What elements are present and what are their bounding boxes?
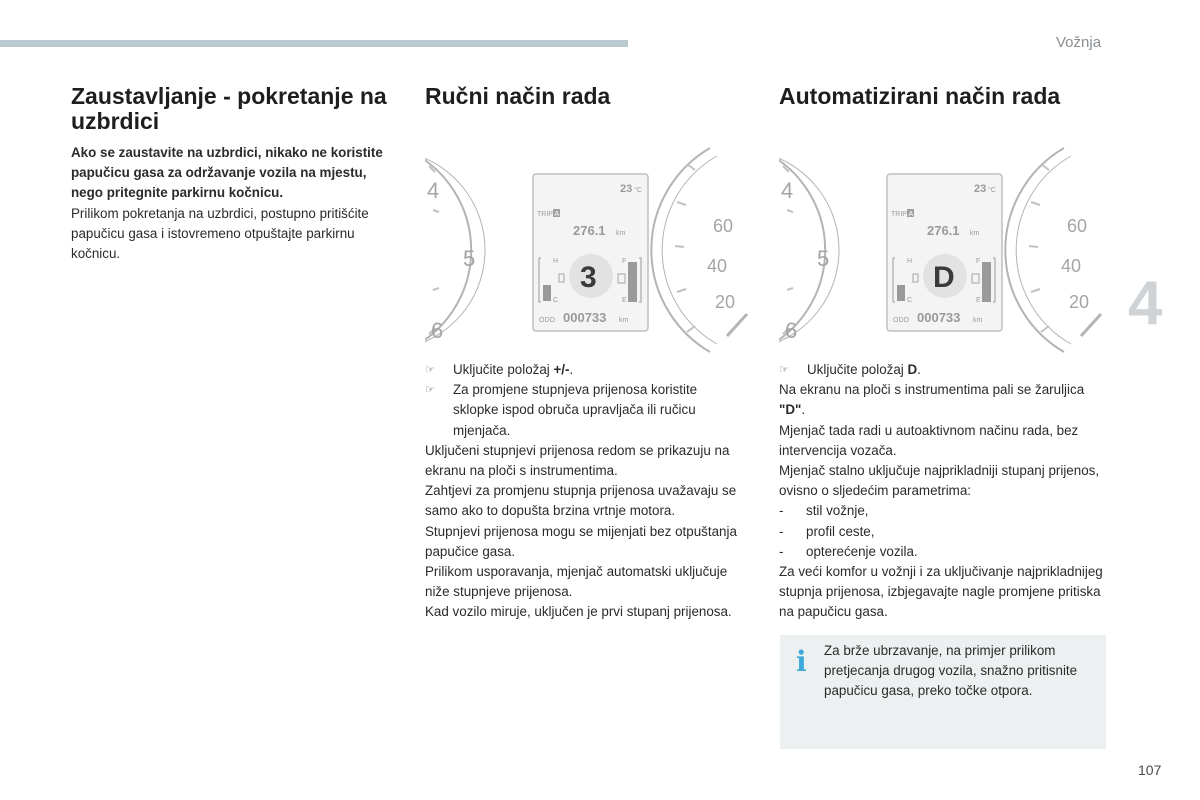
title-hill-start: Zaustavljanje - pokretanje na uzbrdici bbox=[71, 83, 387, 134]
dash-marker: - bbox=[779, 503, 784, 519]
fuel-gauge-f: F bbox=[976, 258, 981, 265]
instrument-cluster-automatic bbox=[779, 146, 1106, 354]
fuel-gauge-f: F bbox=[622, 258, 627, 265]
odometer-value: 000733 bbox=[563, 310, 607, 325]
gear-indicator: 3 bbox=[580, 261, 597, 294]
section-name: Vožnja bbox=[1056, 34, 1102, 51]
paragraph: Uključeni stupnjevi prijenosa redom se prikazuju na ekranu na ploči s instrumentima. bbox=[425, 442, 730, 479]
page-number: 107 bbox=[1138, 762, 1162, 778]
speed-tick-label: 60 bbox=[1067, 216, 1088, 236]
paragraph bbox=[779, 380, 1107, 420]
speed-tick-label: 60 bbox=[713, 216, 734, 236]
info-icon: i bbox=[796, 645, 807, 678]
bullet-text-prefix: Uključite položaj bbox=[807, 362, 908, 377]
pointer-icon: ☞ bbox=[425, 384, 435, 397]
dash-marker: - bbox=[779, 543, 784, 559]
column-hill-start bbox=[71, 143, 391, 264]
list-item bbox=[425, 380, 745, 441]
temperature-value: 23 bbox=[620, 183, 633, 195]
bullet-text bbox=[807, 360, 921, 380]
trip-letter: A bbox=[554, 211, 560, 218]
bullet-text-prefix: Uključite položaj bbox=[453, 362, 554, 377]
temperature-value: 23 bbox=[974, 183, 987, 195]
temp-gauge-c: C bbox=[907, 297, 913, 304]
temp-gauge-bar bbox=[543, 285, 551, 301]
fuel-gauge-e: E bbox=[976, 297, 981, 304]
temp-gauge-bar bbox=[897, 285, 905, 301]
temp-gauge-h: H bbox=[553, 258, 559, 265]
bullet-text-suffix: . bbox=[917, 362, 921, 377]
instrument-cluster-manual bbox=[425, 146, 752, 354]
chapter-number: 4 bbox=[1128, 269, 1163, 338]
rpm-tick-label: 4 bbox=[781, 178, 794, 203]
bullet-text bbox=[453, 360, 573, 380]
temperature-unit: °C bbox=[634, 187, 642, 194]
bullet-text-emphasis: +/- bbox=[553, 362, 570, 377]
rpm-tick-label: 4 bbox=[427, 178, 440, 203]
trip-letter: A bbox=[908, 211, 914, 218]
paragraph: Za veći komfor u vožnji i za uključivanje najprikladnijeg stupnja prijenosa, izbjegavajte nagle promjene pritiska na papučicu gasa. bbox=[779, 564, 1103, 620]
rpm-tick-label: 5 bbox=[817, 246, 830, 271]
cluster-illustration-manual bbox=[425, 146, 752, 354]
paragraph-prefix: Na ekranu na ploči s instrumentima pali se žaruljica bbox=[779, 382, 1085, 398]
odometer-unit: km bbox=[619, 317, 629, 324]
column-manual-mode bbox=[425, 360, 745, 623]
paragraph: Kad vozilo miruje, uključen je prvi stupanj prijenosa. bbox=[425, 604, 732, 620]
title-manual-mode: Ručni način rada bbox=[425, 83, 611, 109]
info-text: Za brže ubrzavanje, na primjer prilikom pretjecanja drugog vozila, snažno pritisnite papučicu gasa, preko točke otpora. bbox=[824, 643, 1078, 699]
speed-tick-label: 20 bbox=[1069, 292, 1090, 312]
dash-text: profil ceste, bbox=[806, 523, 875, 539]
odometer-label: ODO bbox=[539, 317, 555, 324]
hill-start-text: Prilikom pokretanja na uzbrdici, postupno pritišćite papučicu gasa i istovremeno otpuštajte parkirnu kočnicu. bbox=[71, 205, 369, 262]
fuel-gauge-bar bbox=[628, 262, 637, 302]
hill-warning-text: Ako se zaustavite na uzbrdici, nikako ne koristite papučicu gasa za održavanje vozila na mjestu, nego pritegnite parkirnu kočnicu. bbox=[71, 145, 383, 201]
fuel-gauge-e: E bbox=[622, 297, 627, 304]
bullet-text-emphasis: D bbox=[907, 362, 918, 377]
trip-value: 276.1 bbox=[927, 223, 960, 238]
paragraph: Mjenjač stalno uključuje najprikladniji stupanj prijenos, ovisno o sljedećim parametrima: bbox=[779, 463, 1100, 499]
trip-label: TRIP bbox=[891, 211, 907, 218]
dash-text: stil vožnje, bbox=[806, 503, 869, 519]
cluster-screen bbox=[533, 174, 648, 331]
trip-label: TRIP bbox=[537, 211, 553, 218]
trip-unit: km bbox=[616, 230, 626, 237]
gear-indicator: D bbox=[933, 261, 955, 294]
temp-gauge-c: C bbox=[553, 297, 559, 304]
list-item bbox=[425, 360, 745, 380]
info-box bbox=[780, 635, 1106, 749]
speed-tick-label: 20 bbox=[715, 292, 736, 312]
dash-marker: - bbox=[779, 523, 784, 539]
dash-text: opterećenje vozila. bbox=[806, 543, 918, 559]
fuel-gauge-bar bbox=[982, 262, 991, 302]
temperature-unit: °C bbox=[988, 187, 996, 194]
bullet-text: Za promjene stupnjeva prijenosa koristite sklopke ispod obruča upravljača ili ručicu mjenjača. bbox=[453, 382, 698, 438]
paragraph-emphasis: "D" bbox=[779, 402, 802, 418]
temp-gauge-h: H bbox=[907, 258, 913, 265]
list-item bbox=[779, 522, 1107, 542]
pointer-icon: ☞ bbox=[779, 364, 789, 376]
header-bar bbox=[0, 40, 628, 47]
speed-tick-label: 40 bbox=[1061, 256, 1082, 276]
odometer-label: ODO bbox=[893, 317, 909, 324]
paragraph: Stupnjevi prijenosa mogu se mijenjati bez otpuštanja papučice gasa. bbox=[425, 523, 737, 559]
title-automatic-mode: Automatizirani način rada bbox=[779, 83, 1061, 109]
cluster-screen bbox=[887, 174, 1002, 331]
rpm-tick-label: 6 bbox=[431, 318, 444, 343]
speed-tick-label: 40 bbox=[707, 256, 728, 276]
paragraph-suffix: . bbox=[801, 402, 806, 418]
trip-value: 276.1 bbox=[573, 223, 606, 238]
rpm-tick-label: 6 bbox=[785, 318, 798, 343]
pointer-icon: ☞ bbox=[425, 364, 435, 376]
list-item bbox=[779, 501, 1107, 521]
list-item bbox=[779, 542, 1107, 562]
odometer-unit: km bbox=[973, 317, 983, 324]
bullet-text-suffix: . bbox=[569, 362, 574, 377]
paragraph: Prilikom usporavanja, mjenjač automatski uključuje niže stupnjeve prijenosa. bbox=[425, 564, 728, 600]
list-item bbox=[779, 360, 1107, 380]
paragraph: Mjenjač tada radi u autoaktivnom načinu rada, bez intervencija vozača. bbox=[779, 422, 1079, 458]
odometer-value: 000733 bbox=[917, 310, 961, 325]
column-automatic-mode bbox=[779, 360, 1107, 623]
trip-unit: km bbox=[970, 230, 980, 237]
cluster-illustration-automatic bbox=[779, 146, 1106, 354]
paragraph: Zahtjevi za promjenu stupnja prijenosa uvažavaju se samo ako to dopušta brzina vrtnje motora. bbox=[425, 483, 737, 519]
rpm-tick-label: 5 bbox=[463, 246, 476, 271]
